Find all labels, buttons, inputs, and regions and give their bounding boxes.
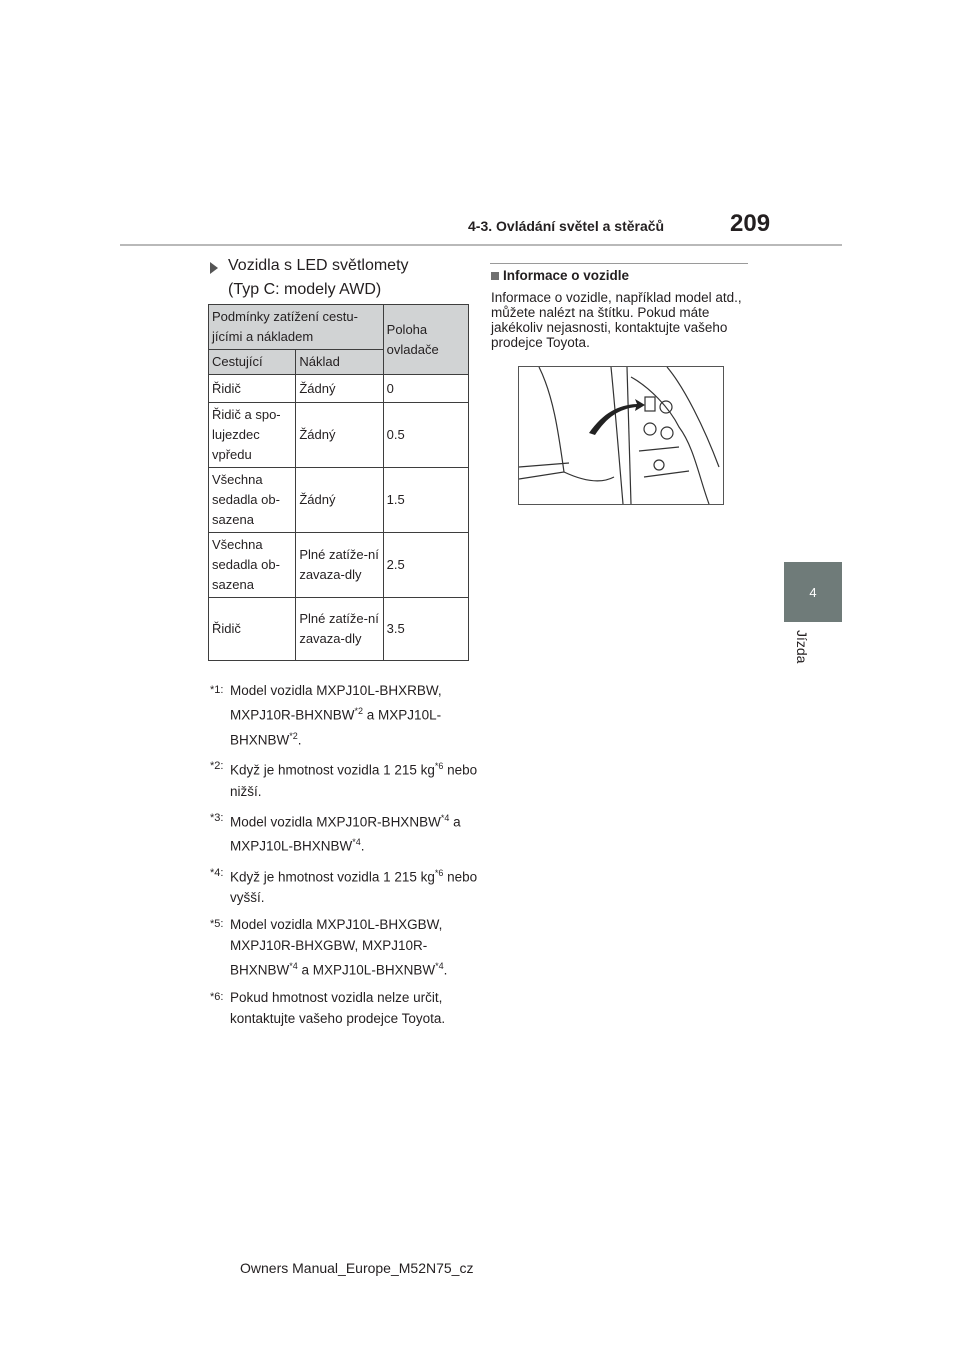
- footnote: [210, 756, 480, 802]
- table-cell-position: 0.5: [383, 403, 468, 468]
- section-title: 4-3. Ovládání světel a stěračů: [468, 218, 665, 234]
- door-pillar-icon: [519, 367, 723, 504]
- table-cell-cargo: Žádný: [296, 468, 383, 533]
- footnote-ref: *4: [289, 961, 298, 971]
- footnote-text: nebo vyšší.: [230, 869, 478, 905]
- footer-document-id: Owners Manual_Europe_M52N75_cz: [240, 1260, 474, 1276]
- footnote-text: Když je hmotnost vozidla 1 215 kg: [230, 869, 435, 884]
- footnote-text: .: [297, 732, 302, 747]
- footnote-mark: *6:: [210, 990, 224, 1003]
- table-cell-cargo: Žádný: [296, 403, 383, 468]
- info-heading: Informace o vozidle: [503, 268, 630, 283]
- footnote-text: a MXPJ10L-BHXNBW: [230, 707, 442, 747]
- table-header-position: Poloha ovladače: [383, 305, 468, 375]
- info-divider: [490, 263, 748, 264]
- table-cell-passengers: Řidič: [209, 598, 296, 661]
- table-header-conditions: Podmínky zatížení cestu-jícími a nákladem: [209, 305, 384, 350]
- footnote-mark: *2:: [210, 760, 224, 772]
- table-row: [209, 403, 469, 468]
- table-cell-position: 0: [383, 375, 468, 403]
- footnote-ref: *4: [352, 837, 361, 847]
- page-number: 209: [730, 210, 771, 237]
- footnote-text: Model vozidla MXPJ10L-BHXRBW, MXPJ10R-BHXNBW: [230, 683, 442, 723]
- footnote-text: a MXPJ10L-BHXNBW: [297, 962, 436, 978]
- load-condition-table: [208, 304, 469, 661]
- heading-line-1: Vozidla s LED světlomety: [228, 257, 409, 274]
- info-text: Informace o vozidle, například model atd., můžete nalézt na štítku. Pokud máte jakékoliv nejasnosti, kontaktujte vašeho prodejce Toyota.: [491, 290, 742, 350]
- table-cell-passengers: Všechna sedadla ob-sazena: [209, 533, 296, 598]
- footnote-ref: *2: [289, 730, 298, 741]
- header-divider: [120, 244, 842, 246]
- footnote-mark: *5:: [210, 918, 224, 930]
- footnote: [210, 680, 480, 750]
- footnote-text: .: [443, 962, 448, 978]
- chapter-tab: 4: [784, 562, 842, 622]
- table-cell-position: 1.5: [383, 468, 468, 533]
- footnote-mark: *1:: [210, 684, 224, 696]
- table-row: [209, 468, 469, 533]
- table-cell-passengers: Řidič a spo-lujezdec vpředu: [209, 403, 296, 468]
- table-cell-passengers: Řidič: [209, 375, 296, 403]
- footnote: [210, 863, 480, 909]
- footnote-ref: *2: [354, 706, 364, 716]
- table-cell-cargo: Žádný: [296, 375, 383, 403]
- footnote-mark: *3:: [210, 811, 224, 824]
- footnote-ref: *6: [434, 761, 444, 771]
- table-header-passengers: Cestující: [209, 350, 296, 375]
- triangle-bullet-icon: [210, 262, 218, 274]
- table-cell-cargo: Plné zatíže-ní zavaza-dly: [296, 533, 383, 598]
- footnote-mark: *4:: [210, 866, 224, 879]
- footnotes: [210, 680, 480, 1035]
- footnote-text: Model vozidla MXPJ10L-BHXGBW, MXPJ10R-BHXGBW, MXPJ10R-BHXNBW: [230, 917, 443, 978]
- footnote-text: Pokud hmotnost vozidla nelze určit, kontaktujte vašeho prodejce Toyota.: [230, 989, 446, 1026]
- footnote-text: .: [360, 838, 365, 854]
- table-row: [209, 598, 469, 661]
- table-cell-position: 2.5: [383, 533, 468, 598]
- heading-line-2: (Typ C: modely AWD): [228, 281, 382, 298]
- table-cell-passengers: Všechna sedadla ob-sazena: [209, 468, 296, 533]
- footnote-text: a MXPJ10L-BHXNBW: [230, 814, 461, 854]
- footnote: [210, 808, 480, 857]
- footnote-text: Když je hmotnost vozidla 1 215 kg: [230, 762, 435, 778]
- footnote-text: Model vozidla MXPJ10R-BHXNBW: [230, 814, 441, 829]
- footnote: [210, 987, 480, 1029]
- vehicle-label-illustration: [518, 366, 724, 505]
- table-row: [209, 533, 469, 598]
- table-cell-position: 3.5: [383, 598, 468, 661]
- chapter-label: Jízda: [794, 630, 810, 664]
- footnote-ref: *4: [435, 961, 444, 971]
- footnote-text: nebo nižší.: [230, 762, 478, 799]
- footnote: [210, 914, 480, 981]
- footnote-ref: *6: [434, 867, 444, 878]
- table-row: [209, 375, 469, 403]
- table-cell-cargo: Plné zatíže-ní zavaza-dly: [296, 598, 383, 661]
- section-heading: [228, 254, 488, 302]
- square-bullet-icon: [491, 272, 499, 280]
- table-header-cargo: Náklad: [296, 350, 383, 375]
- footnote-ref: *4: [440, 812, 450, 823]
